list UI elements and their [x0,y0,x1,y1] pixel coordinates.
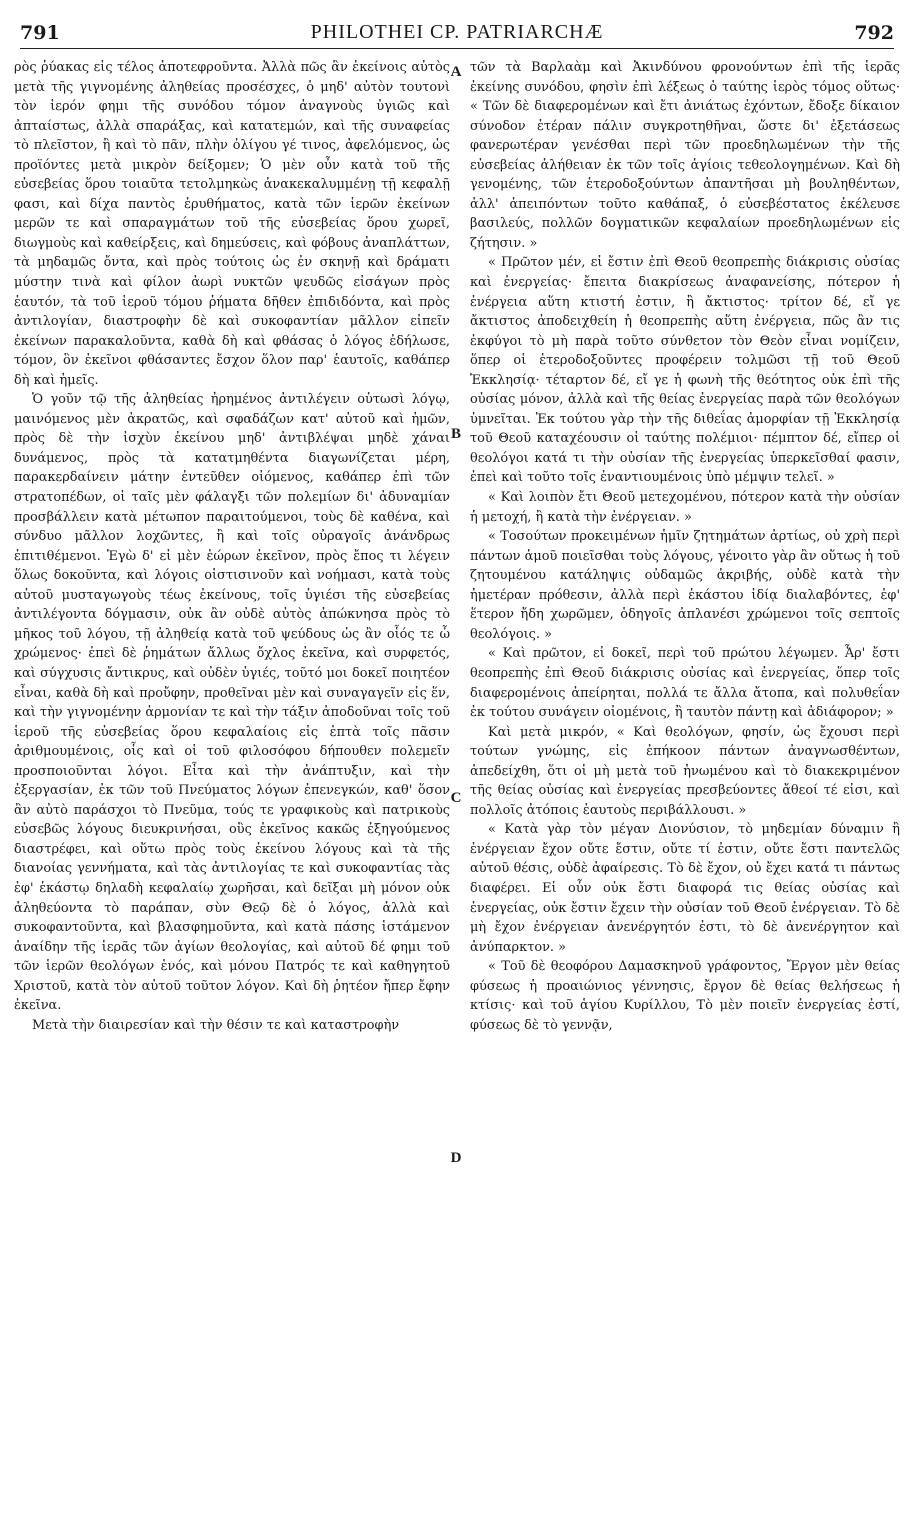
section-marker-a: A [450,64,462,80]
section-marker-b: B [450,426,461,442]
right-paragraph: « Καὶ πρῶτον, εἰ δοκεῖ, περὶ τοῦ πρώτου λέγωμεν. Ἆρ' ἔστι θεοπρεπὴς ἐπὶ Θεοῦ διάκρισις οὐσίας καὶ ἐνεργείας, ὅπερ τοῖς διαφερομένοις ἀπείρηται, πολλά τε ἄλλα ἄτοπα, καὶ πολυθεΐαν ἐκ τούτου συνάγειν οἰομένοις, ἢ ταυτὸν πάντῃ καὶ ἀδιάφορον; » [470,646,900,721]
left-page-number: 791 [20,22,60,44]
section-marker-d: D [450,1150,462,1166]
right-paragraph: « Πρῶτον μέν, εἰ ἔστιν ἐπὶ Θεοῦ θεοπρεπὴς διάκρισις οὐσίας καὶ ἐνεργείας· ἔπειτα διακρίσεως ἀναφανείσης, πότερον ἡ ἐνέργεια αὕτη κτιστή ἐστιν, ἢ ἄκτιστος· τρίτον δέ, εἴ γε ἄκτιστος ἀποδειχθείη ἡ θεοπρεπὴς αὕτη ἐνέργεια, πῶς ἂν τις ἐκφύγοι τὸ μὴ παρὰ τοῦτο σύνθετον τὸν Θεὸν εἶναι νομίζειν, ὅπερ οἱ ἑτεροδοξοῦντες προφέρειν τολμῶσι τῇ τοῦ Θεοῦ Ἐκκλησίᾳ· τέταρτον δέ, εἴ γε ἡ φωνὴ τῆς θεότητος οὐκ ἐπὶ τῆς οὐσίας μόνον, ἀλλὰ καὶ τῆς θείας ἐνεργείας παρὰ τῶν θεολόγων ὑμνεῖται. Ἐκ τούτου γὰρ τὴν τῆς διθεΐας ἀμορφίαν τῇ Ἐκκλησίᾳ τοῦ Θεοῦ καταχέουσιν οἱ ταύτης πολέμιοι· πέμπτον δέ, εἴπερ οἱ θεολόγοι κατά τι τὴν οὐσίαν τῆς ἐνεργείας ὑπερκεῖσθαί φασιν, ἐπεὶ καὶ τοῦτο τοῖς ἐναντιουμένοις ὑπὸ μέμψιν τελεῖ. » [470,255,900,486]
right-paragraph: « Τοῦ δὲ θεοφόρου Δαμασκηνοῦ γράφοντος, Ἔργον μὲν θείας φύσεως ἡ προαιώνιος γέννησις, ἔργον δὲ θείας θελήσεως ἡ κτίσις· καὶ τοῦ ἁγίου Κυρίλλου, Τὸ μὲν ποιεῖν ἐνεργείας ἐστί, φύσεως δὲ τὸ γεννᾷν, [470,959,900,1033]
left-paragraph: Μετὰ τὴν διαιρεσίαν καὶ τὴν θέσιν τε καὶ καταστροφὴν [32,1017,400,1033]
running-title: PHILOTHEI CP. PATRIARCHÆ [310,21,604,43]
right-paragraph: « Τοσούτων προκειμένων ἡμῖν ζητημάτων ἀρτίως, οὐ χρὴ περὶ πάντων ἁμοῦ ποιεῖσθαι τοὺς λόγους, γένοιτο γὰρ ἂν οὕτως ἡ τοῦ ζητουμένου κατάληψις οὐδαμῶς ἀκριβής, οὐδὲ κατὰ τὴν ἡμετέραν πρόθεσιν, ἀλλὰ περὶ ἑκάστου ἰδίᾳ διαλαβόντες, ἐφ' ἕτερον ἤδη χωρῶμεν, ὁδηγοῖς ἀπλανέσι χρώμενοι τοῖς σεπτοῖς θεολόγοις. » [470,529,900,642]
right-paragraph: « Κατὰ γὰρ τὸν μέγαν Διονύσιον, τὸ μηδεμίαν δύναμιν ἢ ἐνέργειαν ἔχον οὔτε ἔστιν, οὔτε τί ἐστιν, οὔτε ἔστι παντελῶς αὐτοῦ θέσις, οὐδὲ ἀφαίρεσις. Τὸ δὲ ἔχον, οὐ ἔχει κατά τι πάντως διαφέρει. Εἰ οὖν οὐκ ἔστι διαφορά τις θείας οὐσίας καὶ ἐνεργείας, οὐκ ἔστιν ἔχειν τὴν οὐσίαν τοῦ Θεοῦ ἐνέργειαν. Τὸ δὲ μὴ ἔχον ἐνέργειαν ἀνενέργητόν ἐστι, τὸ δὲ ἀνενέργητον καὶ ἀνύπαρκτον. » [470,822,900,955]
right-paragraph: « Καὶ λοιπὸν ἔτι Θεοῦ μετεχομένου, πότερον κατὰ τὴν οὐσίαν ἡ μετοχή, ἢ κατὰ τὴν ἐνέργειαν. » [470,490,900,525]
right-paragraph: τῶν τὰ Βαρλαὰμ καὶ Ἀκινδύνου φρονούντων ἐπὶ τῆς ἱερᾶς ἐκείνης συνόδου, φησὶν ἐπὶ λέξεως ὁ ταύτης ἱερὸς τόμος οὕτως· « Τῶν δὲ διαφερομένων καὶ ἔτι ἀνιάτως ἐχόντων, ἔδοξε δίκαιον σύνοδον ἑτέραν πάλιν συγκροτηθῆναι, ὥστε δι' ἐξετάσεως φανερωτέραν γενέσθαι περὶ τῶν προεδηλωμένων τὴν τῆς εὐσεβείας ἀλήθειαν ἐκ τῶν τοῖς ἁγίοις τεθεολογημένων. Καὶ δὴ γενομένης, τῶν ἑτεροδοξούντων ἀπαντῆσαι μὴ βουληθέντων, ἀλλ' ἀπειπόντων τοῦτο καθάπαξ, ὁ εὐσεβέστατος ἐκέλευσε βασιλεύς, πολλῶν δογματικῶν κεφαλαίων προεδηλωμένων εἰς ζήτησιν. » [470,60,900,251]
left-text-column [14,58,450,1520]
left-paragraph: ρὸς ῥύακας εἰς τέλος ἀποτεφροῦντα. Ἀλλὰ πῶς ἂν ἐκείνοις αὐτὸς μετὰ τῆς γιγνομένης ἀληθείας προσέσχες, ὁ μηδ' αὐτὸν τουτονὶ τὸν ἱερόν φημι τῆς συνόδου τόμον ἀναγνοὺς ὑγιῶς καὶ ἀπταίστως, ἀλλὰ σπαράξας, καὶ κατατεμών, καὶ τῆς συναφείας τὸ πλεῖστον, ἢ καὶ τὸ πᾶν, πλὴν ὀλίγου γέ τινος, ἀφελόμενος, ὡς προϊόντες μετὰ μικρὸν δείξομεν; Ὁ μὲν οὖν κατὰ τοῦ τῆς εὐσεβείας ὅρου τοιαῦτα τετολμηκὼς ἀνακεκαλυμμένῃ τῇ κεφαλῇ φασι, καὶ δίχα παντὸς ἐρυθήματος, κατὰ τῶν ἱερῶν ἐκείνων μερῶν τε καὶ σπαραγμάτων τοῦ τῆς εὐσεβείας ὅρου χωρεῖ, διωγμοὺς καὶ καθείρξεις, καὶ δημεύσεις, καὶ φόβους ἀναπλάττων, τὰ μηδαμῶς ὄντα, καὶ πρὸς τούτοις ὡς ἐν σκηνῇ καὶ δράματι μύστην τινὰ καὶ φίλον ἀωρὶ νυκτῶν ψευδῶς εἰσάγων πρὸς ἑαυτόν, τὰ τοῦ ἱεροῦ τόμου ῥήματα δῆθεν ἐπιδιδόντα, καὶ πρὸς ἀντιλογίαν, διαστροφὴν δὲ καὶ συκοφαντίαν μᾶλλον εἰπεῖν ἐκείνων παρακαλοῦντα, καθὰ δὴ καὶ φθάσας ὁ λόγος ἐδήλωσε, τόμον, ὃν ἐκεῖνοι φθάσαντες ἔσχον ὅλον παρ' ἑαυτοῖς, καθάπερ δὴ καὶ ἡμεῖς. [14,60,450,388]
left-paragraph: Ὁ γοῦν τῷ τῆς ἀληθείας ἠρημένος ἀντιλέγειν οὑτωσὶ λόγῳ, μαινόμενος μὲν ἀκρατῶς, καὶ σφαδάζων κατ' αὐτοῦ καὶ ἡμῶν, πρὸς δὲ τὴν ἰσχὺν ἐκείνου μηδ' ἀντιβλέψαι μηδὲ χάναι δυνάμενος, πρὸς τὰ κατατμηθέντα διαγωνίζεται μέρη, παρακερδαίνειν μάτην ἐντεῦθεν οἰόμενος, καθάπερ ἐπὶ τῶν στρατοπέδων, οἱ ταῖς μὲν φάλαγξι τῶν πολεμίων δι' ἀδυναμίαν προσβάλλειν κατὰ μέτωπον παραιτούμενοι, τοὺς δὲ καθένα, καὶ σύνδυο μᾶλλον λοχῶντες, ἢ καὶ τοῖς οὐραγοῖς ἀνάνδρως ἐπιτιθέμενοι. Ἐγὼ δ' εἰ μὲν ἑώρων ἐκεῖνον, πρὸς ἔπος τι λέγειν ὅλως δοκοῦντα, καὶ λόγοις οἱστισινοῦν καὶ νοήμασι, κατὰ τοὺς αὐτοῦ μυσταγωγοὺς τέως ἐκείνους, τοῖς ὑγιέσι τῆς εὐσεβείας ἀντιλέγοντα δόγμασιν, οὐκ ἂν οὐδὲ αὐτὸς ἀπώκνησα πρὸς τὸ μῆκος τοῦ λόγου, τῇ ἀληθείᾳ κατὰ τοῦ ψεύδους ὡς ἂν οἷός τε ὦ χρώμενος· ἐπεὶ δὲ ῥημάτων ἄλλως ὄχλος ἐκεῖνα, καὶ συρφετός, καὶ σύγχυσις ἄντικρυς, καὶ οὐδὲν ὑγιές, τοῦτό μοι δοκεῖ ποιητέον εἶναι, καθὰ δὴ καὶ προὔφην, προθεῖναι μὲν καὶ συναγαγεῖν εἰς ἕν, καὶ τὴν γιγνομένην ἁρμονίαν τε καὶ τὴν τάξιν ἀποδοῦναι τοῖς τοῦ ἱεροῦ τῆς εὐσεβείας ὅρου κεφαλαίοις εἰς ἑπτὰ τοῖς πᾶσιν ἀριθμουμένοις, οἷς καὶ οἱ τοῦ φιλοσόφου δήπουθεν πολεμεῖν προσποιοῦνται λόγοι. Εἶτα καὶ τὴν ἀνάπτυξιν, καὶ τὴν ἐξεργασίαν, ἐκ τῶν τοῦ Πνεύματος λόγων ἐπενεγκών, καθ' ὅσον ἂν αὐτὸ παράσχοι τὸ Πνεῦμα, τούς τε γραφικοὺς καὶ πατρικοὺς εὐσεβῶς λόγους διευκρινήσαι, οὓς ἐκεῖνος κακῶς ἐξηγούμενος διαστρέφει, καὶ οὕτω πρὸς τοὺς ἐκείνου λόγους καὶ τὰ τῆς διανοίας γεννήματα, καὶ τὰς ἀντιλογίας τε καὶ συκοφαντίας τὰς ἐφ' ἑκάστῳ δηλαδὴ κεφαλαίῳ χωρῆσαι, καὶ δεῖξαι μὴ μόνον οὐκ ἀληθεύοντα τὸ παράπαν, σὺν Θεῷ δὲ ὁ λόγος, ἀλλὰ καὶ συκοφαντοῦντα, καὶ βλασφημοῦντα, καὶ κατὰ πάσης ἱστάμενον ἀναίδην τῆς ἱερᾶς τῶν ἁγίων θεολογίας, καὶ αὐτοῦ δέ φημι τοῦ τῶν ἱερῶν θεολόγων ἑνός, καὶ μόνου Πατρός τε καὶ καθηγητοῦ Χριστοῦ, κατὰ τὸν αὐτοῦ τοῦτον λόγον. Καὶ δὴ ῥητέον ἤπερ ἔφην ἐκεῖνα. [14,392,450,1014]
right-paragraph: Καὶ μετὰ μικρόν, « Καὶ θεολόγων, φησίν, ὡς ἔχουσι περὶ τούτων γνώμης, εἰς ἐπήκοον πάντων ἀναγνωσθέντων, ἀπεδείχθη, ὅτι οἱ μὴ μετὰ τοῦ ἡνωμένου καὶ τὸ διακεκριμένον τῆς θείας οὐσίας καὶ ἐνεργείας πρεσβεύοντες ἄθεοί τέ εἰσι, καὶ πολλοῖς ἀτόποις ἑαυτοὺς περιβάλλουσι. » [470,724,900,818]
section-marker-c: C [450,790,462,806]
right-text-column [470,58,900,1520]
right-page-number: 792 [854,22,894,44]
page-header [20,10,894,49]
